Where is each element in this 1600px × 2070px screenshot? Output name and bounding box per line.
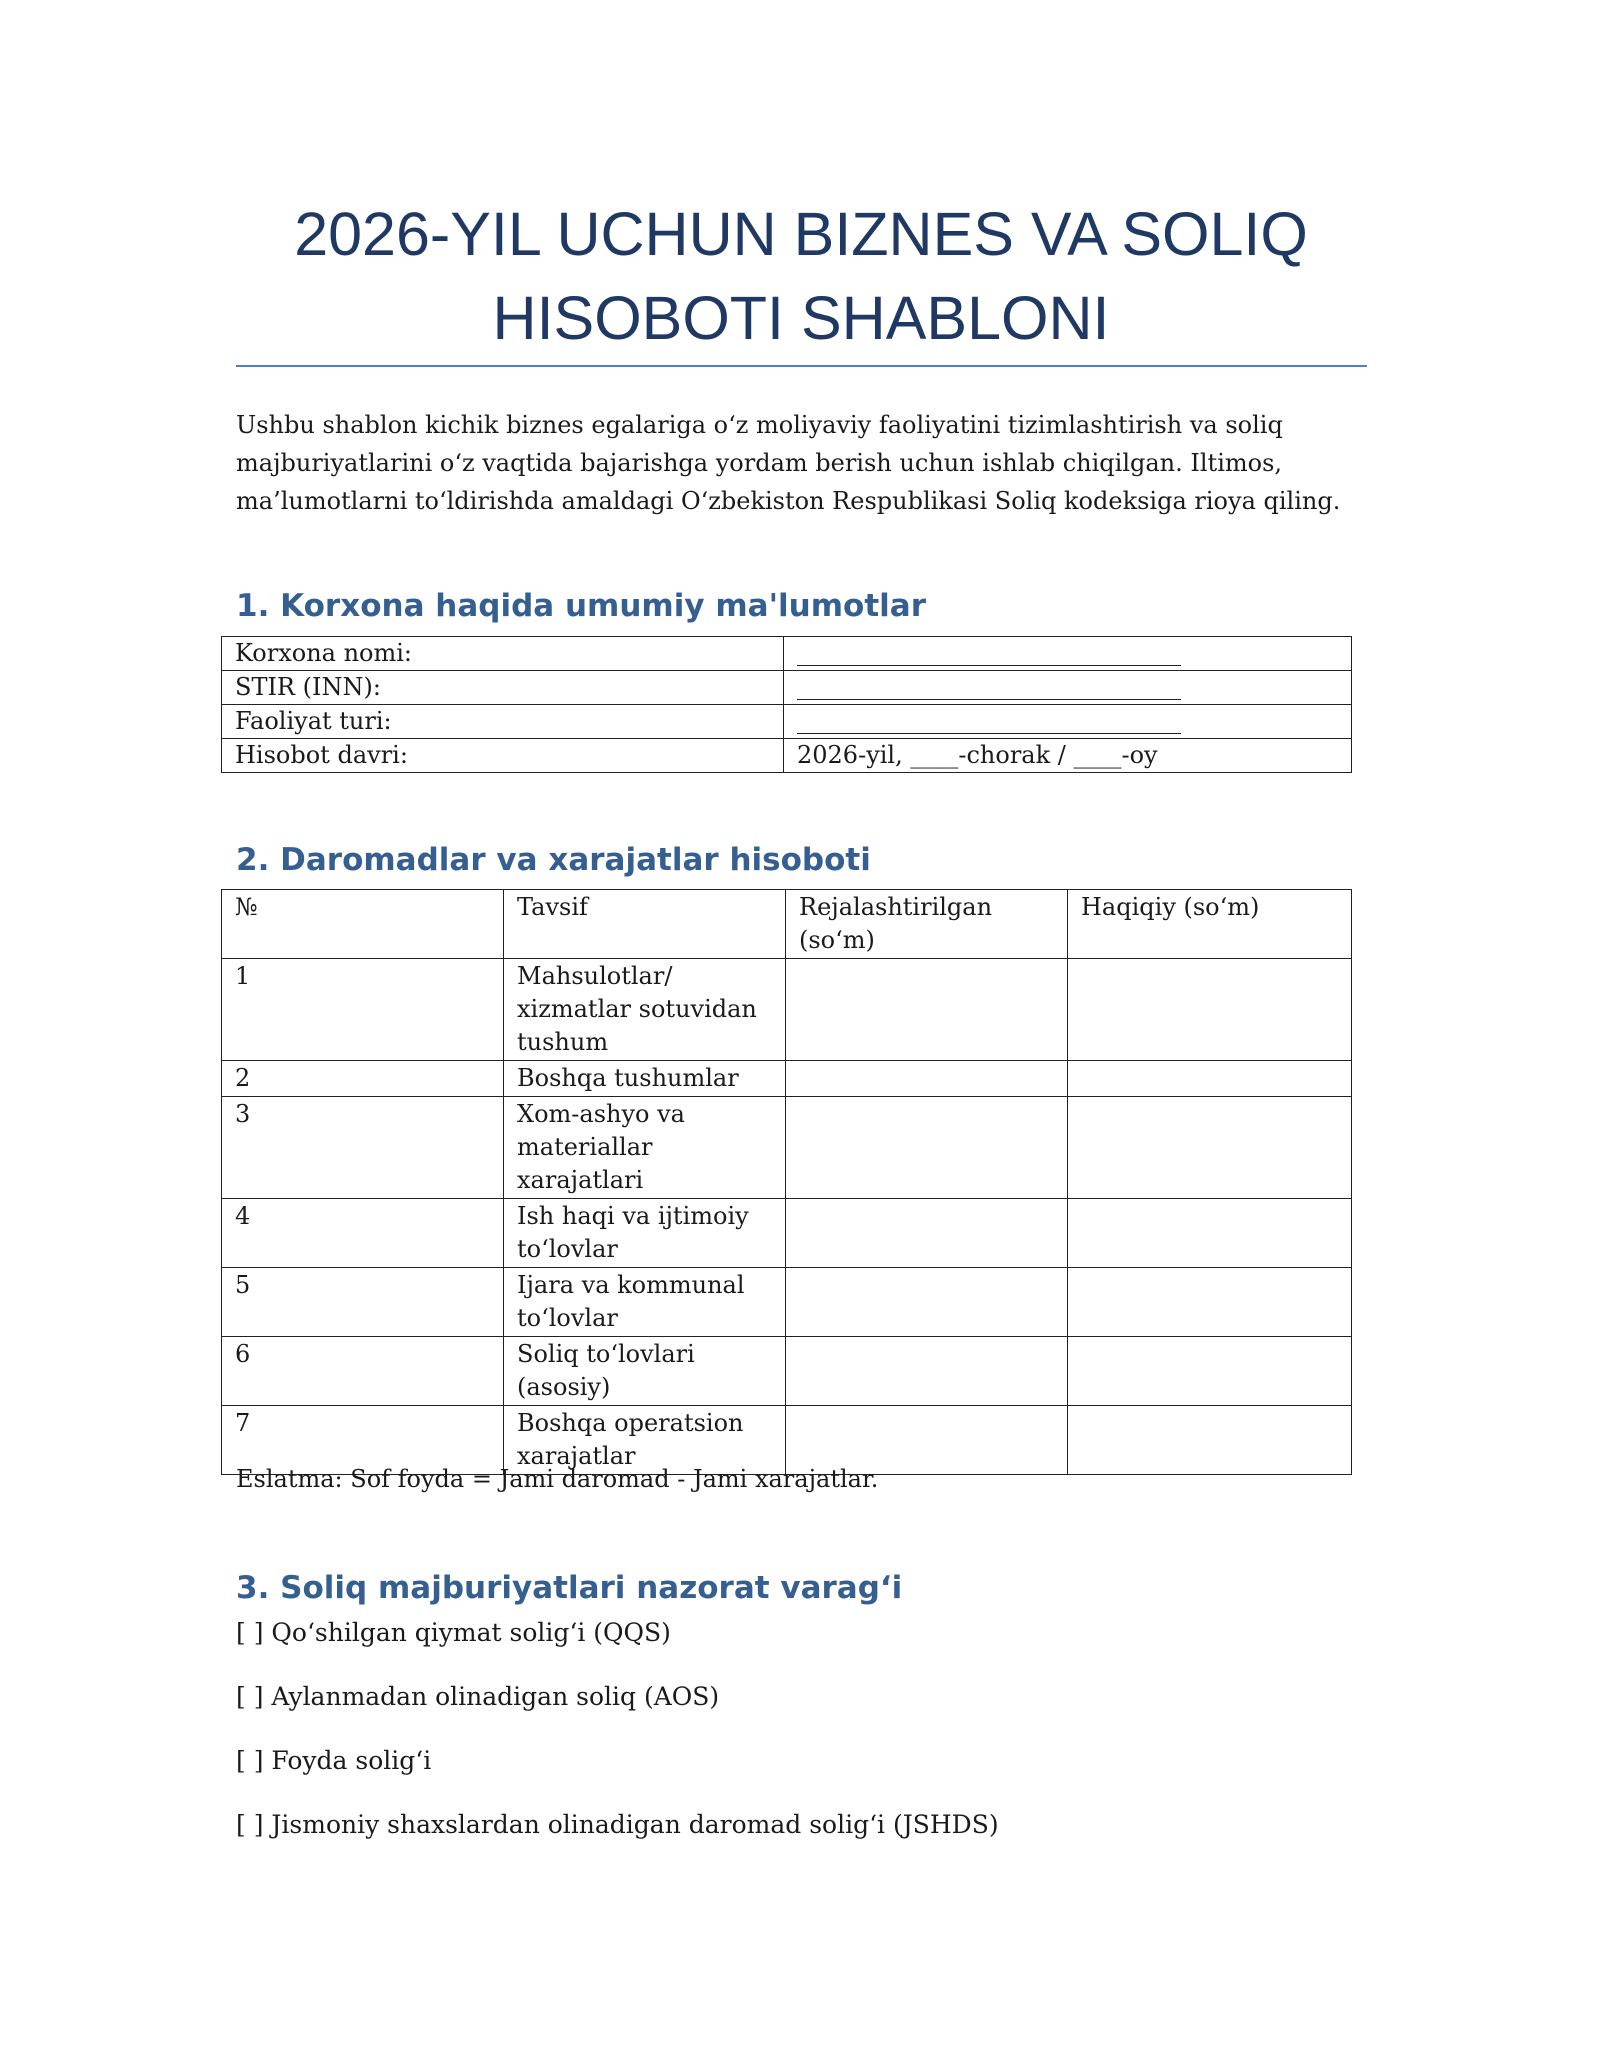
info-value-cell[interactable] — [784, 671, 1352, 705]
planned-amount-cell[interactable] — [786, 1199, 1068, 1268]
table-header-row — [222, 890, 1352, 959]
actual-amount-cell[interactable] — [1068, 1406, 1352, 1475]
row-number: 5 — [222, 1268, 504, 1337]
actual-amount-cell[interactable] — [1068, 1337, 1352, 1406]
row-description: Ijara va kommunal to‘lovlar — [504, 1268, 786, 1337]
checklist-item-profit-tax[interactable]: [ ] Foyda solig‘i — [236, 1746, 432, 1775]
table-row — [222, 959, 1352, 1061]
document-title: 2026-YIL UCHUN BIZNES VA SOLIQ HISOBOTI SHABLONI — [294, 200, 1308, 352]
info-value[interactable]: 2026-yil, ____-chorak / ____-oy — [784, 739, 1352, 773]
table-row — [222, 1061, 1352, 1097]
info-row — [222, 739, 1352, 773]
table-row — [222, 1268, 1352, 1337]
table-row — [222, 1337, 1352, 1406]
info-row — [222, 671, 1352, 705]
planned-amount-cell[interactable] — [786, 1061, 1068, 1097]
row-number: 2 — [222, 1061, 504, 1097]
row-number: 3 — [222, 1097, 504, 1199]
fill-in-line[interactable] — [797, 705, 1181, 734]
section1-heading: 1. Korxona haqida umumiy ma'lumotlar — [236, 588, 927, 624]
info-row — [222, 705, 1352, 739]
intro-paragraph: Ushbu shablon kichik biznes egalariga o‘z moliyaviy faoliyatini tizimlashtirish va soliq majburiyatlarini o‘z vaqtida bajarishga yordam berish uchun ishlab chiqilgan. Iltimos, ma’lumotlarni to‘ldirishda amaldagi O‘zbekiston Respublikasi Soliq kodeksiga rioya qiling. — [236, 411, 1341, 515]
row-description: Soliq to‘lovlari (asosiy) — [504, 1337, 786, 1406]
section2-heading: 2. Daromadlar va xarajatlar hisoboti — [236, 842, 871, 878]
checklist-item-qqs[interactable]: [ ] Qo‘shilgan qiymat solig‘i (QQS) — [236, 1618, 671, 1647]
row-number: 4 — [222, 1199, 504, 1268]
row-description: Mahsulotlar/ xizmatlar sotuvidan tushum — [504, 959, 786, 1061]
row-number: 6 — [222, 1337, 504, 1406]
net-profit-note: Eslatma: Sof foyda = Jami daromad - Jami xarajatlar. — [236, 1465, 879, 1493]
actual-amount-cell[interactable] — [1068, 1199, 1352, 1268]
actual-amount-cell[interactable] — [1068, 1268, 1352, 1337]
info-label: Hisobot davri: — [222, 739, 784, 773]
section3-heading: 3. Soliq majburiyatlari nazorat varag‘i — [236, 1570, 903, 1606]
actual-amount-cell[interactable] — [1068, 959, 1352, 1061]
planned-amount-cell[interactable] — [786, 1268, 1068, 1337]
info-value-cell[interactable] — [784, 705, 1352, 739]
info-value-cell[interactable] — [784, 637, 1352, 671]
planned-amount-cell[interactable] — [786, 1097, 1068, 1199]
checklist-item-jshds[interactable]: [ ] Jismoniy shaxslardan olinadigan daromad solig‘i (JSHDS) — [236, 1810, 999, 1839]
info-label: Korxona nomi: — [222, 637, 784, 671]
info-label: Faoliyat turi: — [222, 705, 784, 739]
planned-amount-cell[interactable] — [786, 1337, 1068, 1406]
info-row — [222, 637, 1352, 671]
row-description: Boshqa tushumlar — [504, 1061, 786, 1097]
table-row — [222, 1097, 1352, 1199]
planned-amount-cell[interactable] — [786, 959, 1068, 1061]
actual-amount-cell[interactable] — [1068, 1061, 1352, 1097]
column-header-planned: Rejalashtirilgan (so‘m) — [786, 890, 1068, 959]
income-expense-table — [221, 889, 1352, 1475]
row-description: Xom-ashyo va materiallar xarajatlari — [504, 1097, 786, 1199]
fill-in-line[interactable] — [797, 637, 1181, 666]
actual-amount-cell[interactable] — [1068, 1097, 1352, 1199]
row-number: 7 — [222, 1406, 504, 1475]
table-row — [222, 1199, 1352, 1268]
title-divider — [236, 365, 1367, 367]
row-number: 1 — [222, 959, 504, 1061]
row-description: Boshqa operatsion xarajatlar — [504, 1406, 786, 1475]
company-info-table — [221, 636, 1352, 773]
checklist-item-aos[interactable]: [ ] Aylanmadan olinadigan soliq (AOS) — [236, 1682, 720, 1711]
info-label: STIR (INN): — [222, 671, 784, 705]
column-header-number: № — [222, 890, 504, 959]
column-header-actual: Haqiqiy (so‘m) — [1068, 890, 1352, 959]
column-header-description: Tavsif — [504, 890, 786, 959]
fill-in-line[interactable] — [797, 671, 1181, 700]
row-description: Ish haqi va ijtimoiy to‘lovlar — [504, 1199, 786, 1268]
